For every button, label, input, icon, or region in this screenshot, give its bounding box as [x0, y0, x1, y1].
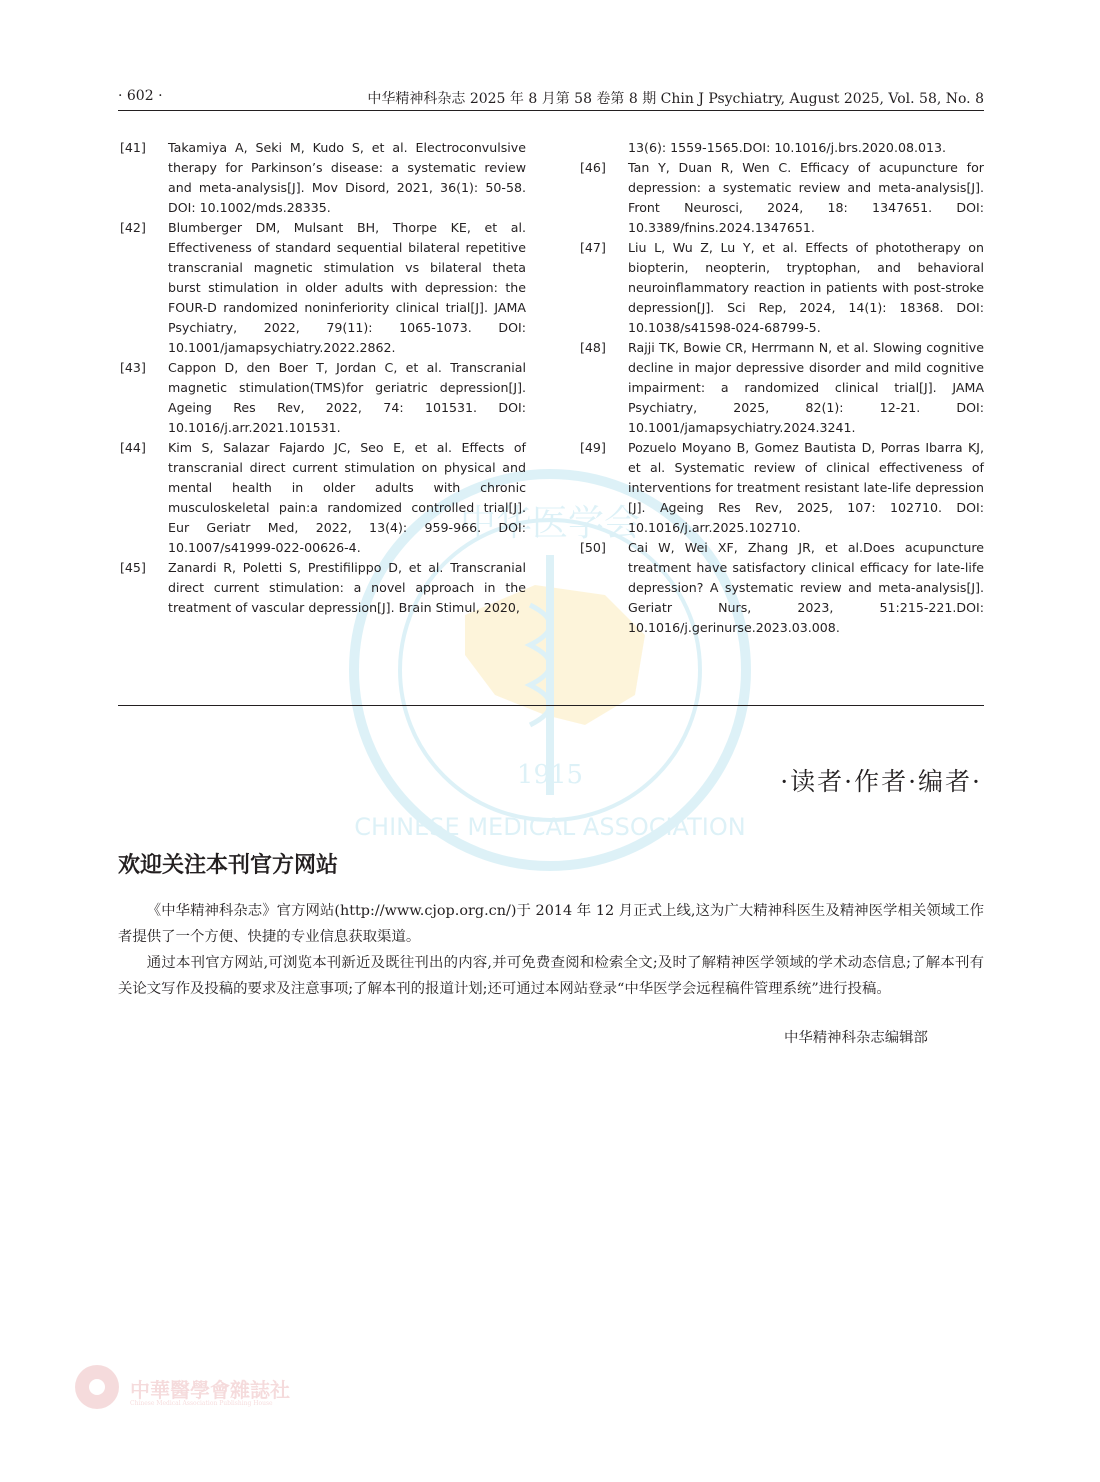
reference-item [120, 438, 526, 558]
notice-body [118, 898, 984, 1002]
reference-number: [43] [120, 360, 146, 375]
seal-ring-text: CHINESE MEDICAL ASSOCIATION [354, 813, 746, 841]
references-right-column [580, 138, 984, 638]
reference-item [580, 238, 984, 338]
publisher-flower-icon [72, 1362, 122, 1412]
reference-number: [45] [120, 560, 146, 575]
running-head: 中华精神科杂志 2025 年 8 月第 58 卷第 8 期 Chin J Psychiatry, August 2025, Vol. 58, No. 8 [367, 91, 984, 107]
page-header [118, 88, 984, 111]
reference-text: Rajji TK, Bowie CR, Herrmann N, et al. Slowing cognitive decline in major depressive disorder and mild cognitive impairment: a randomized clinical trial[J]. JAMA Psychiatry, 2025, 82(1): 12-21. DOI: 10.1001/jamapsychiatry.2024.3241. [628, 340, 984, 435]
reference-number: [49] [580, 440, 606, 455]
reference-item [580, 158, 984, 238]
page-number: · 602 · [118, 88, 163, 104]
reference-text: Liu L, Wu Z, Lu Y, et al. Effects of phototherapy on biopterin, neopterin, tryptophan, and behavioral neuroinflammatory reaction in patients with post-stroke depression[J]. Sci Rep, 2024, 14(1): 18368. DOI: 10.1038/s41598-024-68799-5. [628, 240, 984, 335]
reference-item [580, 538, 984, 638]
reference-item [120, 138, 526, 218]
reference-item [580, 338, 984, 438]
publisher-name: 中華醫學會雜誌社 [130, 1378, 290, 1402]
reference-continuation [580, 138, 984, 158]
publisher-logo [72, 1362, 492, 1422]
reference-number: [42] [120, 220, 146, 235]
reference-text: Tan Y, Duan R, Wen C. Efficacy of acupuncture for depression: a systematic review and meta-analysis[J]. Front Neurosci, 2024, 18: 1347651. DOI: 10.3389/fnins.2024.1347651. [628, 160, 984, 235]
reference-text: Takamiya A, Seki M, Kudo S, et al. Electroconvulsive therapy for Parkinson’s disease: a systematic review and meta-analysis[J]. Mov Disord, 2021, 36(1): 50-58. DOI: 10.1002/mds.28335. [168, 140, 526, 215]
reference-number: [48] [580, 340, 606, 355]
reference-number: [47] [580, 240, 606, 255]
reference-text: 13(6): 1559-1565.DOI: 10.1016/j.brs.2020.08.013. [628, 140, 947, 155]
reference-number: [44] [120, 440, 146, 455]
references-left-column [120, 138, 526, 618]
reference-text: Kim S, Salazar Fajardo JC, Seo E, et al. Effects of transcranial direct current stimulation on physical and mental health in older adults with chronic musculoskeletal pain:a randomized controlled trial[J]. Eur Geriatr Med, 2022, 13(4): 959-966. DOI: 10.1007/s41999-022-00626-4. [168, 440, 526, 555]
reference-item [120, 558, 526, 618]
reference-text: Zanardi R, Poletti S, Prestifilippo D, et al. Transcranial direct current stimulation: a novel approach in the treatment of vascular depression[J]. Brain Stimul, 2020, [168, 560, 526, 615]
reference-number: [46] [580, 160, 606, 175]
reference-number: [41] [120, 140, 146, 155]
notice-paragraph: 通过本刊官方网站,可浏览本刊新近及既往刊出的内容,并可免费查阅和检索全文;及时了解精神医学领域的学术动态信息;了解本刊有关论文写作及投稿的要求及注意事项;了解本刊的报道计划;还可通过本网站登录“中华医学会远程稿件管理系统”进行投稿。 [118, 955, 984, 997]
notice-signature: 中华精神科杂志编辑部 [784, 1030, 928, 1046]
reference-text: Pozuelo Moyano B, Gomez Bautista D, Porras Ibarra KJ, et al. Systematic review of clinical effectiveness of interventions for treatment resistant late-life depression [J]. Ageing Res Rev, 2025, 107: 102710. DOI: 10.1016/j.arr.2025.102710. [628, 440, 984, 535]
seal-year: 1915 [516, 760, 584, 790]
seal-top-text: 中华医学会 [459, 503, 641, 544]
reference-item [120, 358, 526, 438]
notice-paragraph: 《中华精神科杂志》官方网站(http://www.cjop.org.cn/)于 2014 年 12 月正式上线,这为广大精神科医生及精神医学相关领域工作者提供了一个方便、快捷的专业信息获取渠道。 [118, 903, 984, 945]
reference-text: Cappon D, den Boer T, Jordan C, et al. Transcranial magnetic stimulation(TMS)for geriatric depression[J]. Ageing Res Rev, 2022, 74: 101531. DOI: 10.1016/j.arr.2021.101531. [168, 360, 526, 435]
section-divider [118, 705, 984, 706]
notice-title: 欢迎关注本刊官方网站 [118, 853, 339, 878]
reference-text: Cai W, Wei XF, Zhang JR, et al.Does acupuncture treatment have satisfactory clinical efficacy for late-life depression? A systematic review and meta-analysis[J]. Geriatr Nurs, 2023, 51:215-221.DOI: 10.1016/j.gerinurse.2023.03.008. [628, 540, 984, 635]
reference-item [580, 438, 984, 538]
column-title: ·读者·作者·编者· [780, 767, 982, 796]
reference-number: [50] [580, 540, 606, 555]
reference-text: Blumberger DM, Mulsant BH, Thorpe KE, et al. Effectiveness of standard sequential bilateral repetitive transcranial magnetic stimulation vs bilateral theta burst stimulation in older adults with depression: the FOUR-D randomized noninferiority clinical trial[J]. JAMA Psychiatry, 2022, 79(11): 1065-1073. DOI: 10.1001/jamapsychiatry.2022.2862. [168, 220, 526, 355]
publisher-subname: Chinese Medical Association Publishing House [130, 1400, 273, 1407]
reference-item [120, 218, 526, 358]
